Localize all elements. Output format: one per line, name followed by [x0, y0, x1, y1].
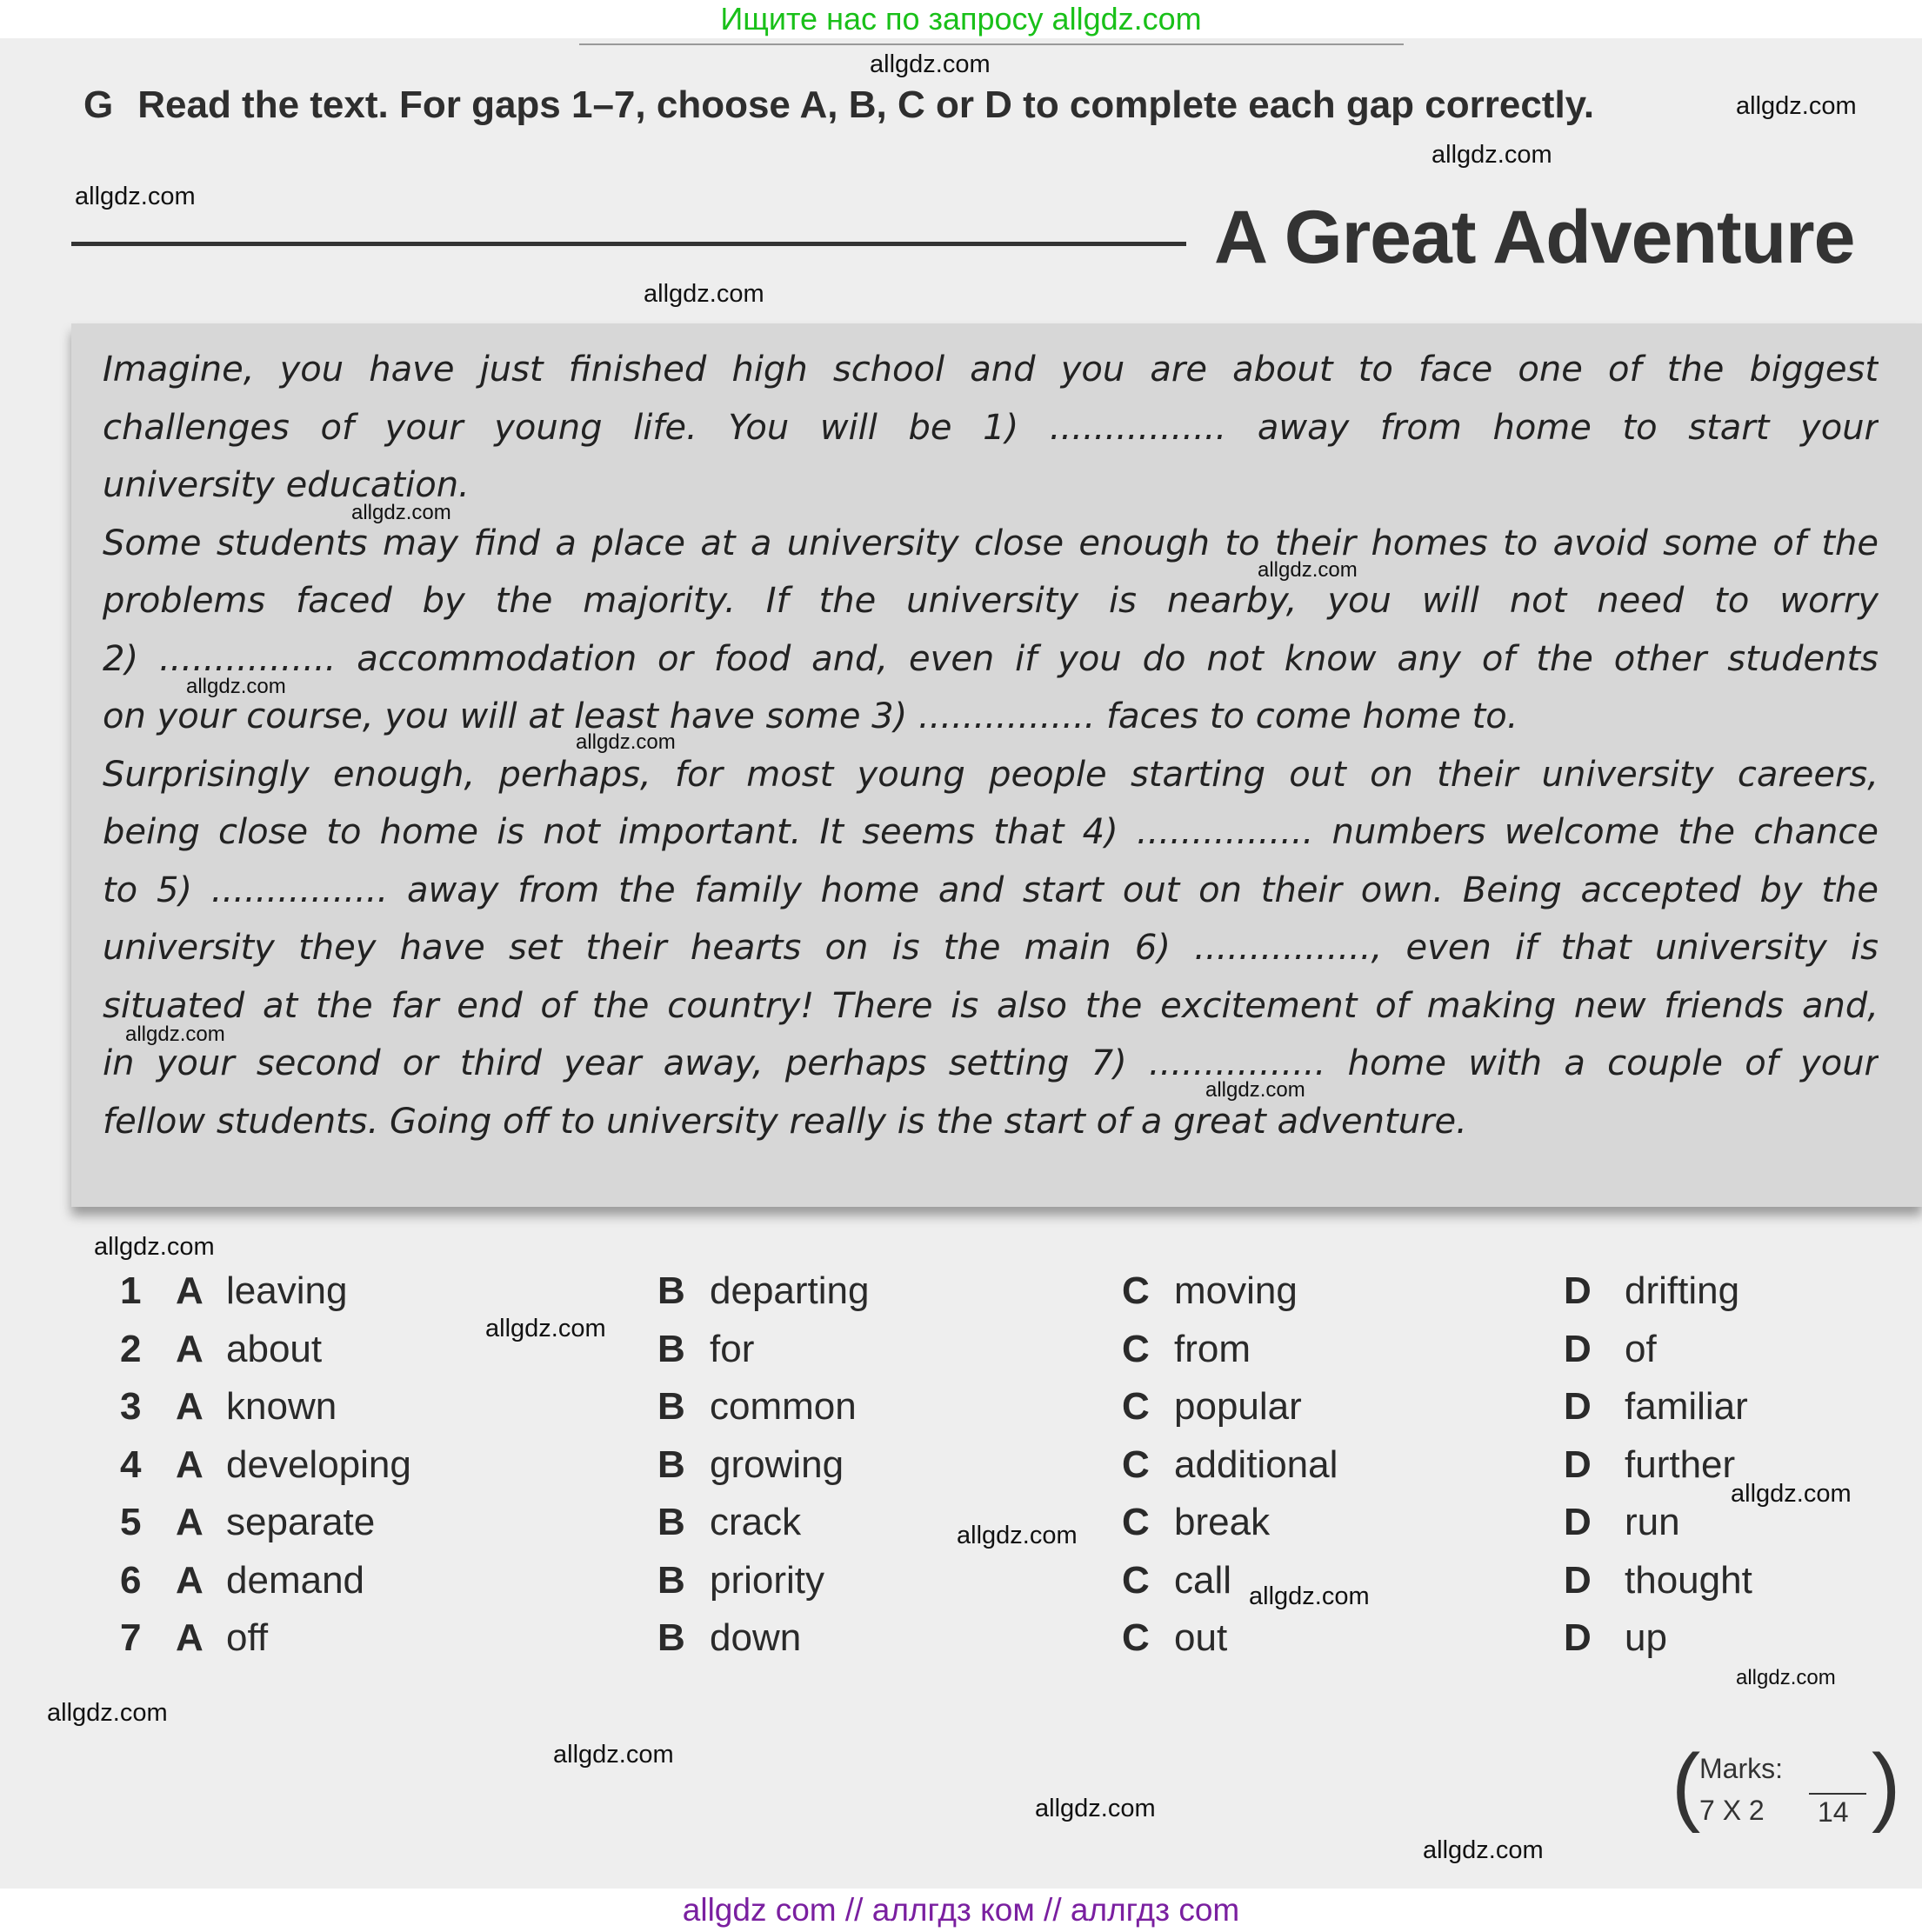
- option-letter-a: A: [176, 1269, 204, 1312]
- text-line: fellow students. Going off to university really is the start of a great adventure.: [103, 1101, 1467, 1142]
- option-letter-c: C: [1122, 1558, 1150, 1602]
- option-letter-d: D: [1564, 1558, 1592, 1602]
- option-letter-a: A: [176, 1327, 204, 1370]
- watermark: allgdz.com: [957, 1522, 1078, 1549]
- watermark: allgdz.com: [1431, 141, 1552, 169]
- watermark: allgdz.com: [351, 501, 451, 524]
- option-a[interactable]: about: [226, 1327, 323, 1370]
- option-letter-b: B: [657, 1501, 685, 1543]
- option-letter-c: C: [1122, 1269, 1150, 1312]
- option-a[interactable]: known: [226, 1385, 337, 1428]
- option-d[interactable]: drifting: [1625, 1269, 1740, 1312]
- watermark: allgdz.com: [644, 280, 764, 308]
- title-rule: [71, 242, 1186, 246]
- option-d[interactable]: further: [1625, 1442, 1736, 1486]
- option-c[interactable]: moving: [1174, 1269, 1298, 1312]
- option-d[interactable]: run: [1625, 1501, 1680, 1543]
- watermark: allgdz.com: [485, 1315, 606, 1342]
- option-letter-d: D: [1564, 1327, 1592, 1370]
- text-line: in your second or third year away, perhaps setting 7) ................ home with a couple of your: [103, 1043, 1879, 1083]
- option-letter-c: C: [1122, 1385, 1150, 1428]
- watermark: allgdz.com: [94, 1233, 215, 1261]
- question-number: 6: [120, 1558, 142, 1602]
- option-c[interactable]: popular: [1174, 1385, 1302, 1428]
- right-paren: ): [1872, 1736, 1901, 1834]
- option-letter-c: C: [1122, 1616, 1150, 1659]
- watermark: allgdz.com: [1035, 1795, 1156, 1822]
- watermark: allgdz.com: [1736, 92, 1857, 120]
- watermark: allgdz.com: [1249, 1582, 1370, 1610]
- task-text: Read the text. For gaps 1–7, choose A, B, C or D to complete each gap correctly.: [137, 83, 1595, 126]
- question-number: 3: [120, 1385, 142, 1428]
- option-letter-d: D: [1564, 1269, 1592, 1312]
- option-letter-d: D: [1564, 1442, 1592, 1486]
- option-letter-a: A: [176, 1558, 204, 1602]
- option-a[interactable]: demand: [226, 1558, 365, 1602]
- option-letter-d: D: [1564, 1501, 1592, 1543]
- task-letter: G: [83, 83, 114, 126]
- option-b[interactable]: common: [710, 1385, 857, 1428]
- watermark: allgdz.com: [576, 730, 676, 754]
- option-c[interactable]: call: [1174, 1558, 1232, 1602]
- question-number: 4: [120, 1442, 142, 1486]
- watermark: allgdz.com: [75, 183, 196, 210]
- option-c[interactable]: out: [1174, 1616, 1228, 1659]
- option-letter-a: A: [176, 1616, 204, 1659]
- text-line: to 5) ................ away from the family home and start out on their own. Being accepted by the: [103, 869, 1879, 910]
- option-letter-a: A: [176, 1501, 204, 1543]
- option-letter-b: B: [657, 1327, 685, 1370]
- option-a[interactable]: leaving: [226, 1269, 348, 1312]
- marks-label: Marks:: [1699, 1753, 1783, 1784]
- option-b[interactable]: growing: [710, 1442, 844, 1486]
- option-d[interactable]: of: [1625, 1327, 1657, 1370]
- watermark: allgdz.com: [1731, 1480, 1852, 1508]
- option-b[interactable]: priority: [710, 1558, 825, 1602]
- page-title: A Great Adventure: [1214, 196, 1855, 279]
- text-line: on your course, you will at least have some 3) ................ faces to come home to.: [103, 696, 1518, 736]
- option-letter-b: B: [657, 1269, 685, 1312]
- option-c[interactable]: break: [1174, 1501, 1271, 1543]
- left-paren: (: [1672, 1736, 1701, 1834]
- option-a[interactable]: off: [226, 1616, 269, 1659]
- reading-text-box: [71, 323, 1922, 1207]
- option-letter-d: D: [1564, 1385, 1592, 1428]
- option-letter-b: B: [657, 1442, 685, 1486]
- text-line: problems faced by the majority. If the university is nearby, you will not need to worry: [103, 581, 1879, 621]
- text-line: Some students may find a place at a university close enough to their homes to avoid some of the: [103, 523, 1879, 563]
- option-letter-a: A: [176, 1442, 204, 1486]
- watermark: allgdz.com: [870, 50, 991, 78]
- text-line: Imagine, you have just finished high school and you are about to face one of the biggest: [103, 350, 1879, 390]
- watermark: allgdz.com: [1258, 558, 1358, 582]
- text-line: situated at the far end of the country! There is also the excitement of making new friends and,: [103, 985, 1879, 1026]
- question-number: 1: [120, 1269, 142, 1312]
- option-a[interactable]: separate: [226, 1501, 376, 1543]
- marks-total: 14: [1818, 1796, 1849, 1828]
- question-number: 7: [120, 1616, 142, 1659]
- watermark: allgdz.com: [1205, 1078, 1305, 1102]
- watermark: allgdz.com: [186, 675, 286, 698]
- banner-rule: [579, 43, 1404, 45]
- text-line: 2) ................ accommodation or food and, even if you do not know any of the other students: [103, 638, 1879, 679]
- text-line: university they have set their hearts on is the main 6) ................, even if that university is: [103, 928, 1879, 968]
- watermark: allgdz.com: [553, 1741, 674, 1769]
- option-b[interactable]: departing: [710, 1269, 870, 1312]
- task-instruction: [83, 83, 1594, 127]
- bottom-banner[interactable]: allgdz com // аллгдз ком // аллгдз com: [0, 1889, 1922, 1932]
- watermark: allgdz.com: [125, 1023, 225, 1046]
- option-letter-c: C: [1122, 1501, 1150, 1543]
- marks-box: [1672, 1736, 1901, 1843]
- option-b[interactable]: crack: [710, 1501, 802, 1543]
- option-letter-b: B: [657, 1558, 685, 1602]
- option-d[interactable]: up: [1625, 1616, 1667, 1659]
- text-line: Surprisingly enough, perhaps, for most young people starting out on their university careers,: [103, 754, 1879, 795]
- marks-formula: 7 X 2: [1699, 1795, 1765, 1826]
- option-letter-b: B: [657, 1616, 685, 1659]
- text-line: being close to home is not important. It seems that 4) ................ numbers welcome the chance: [103, 812, 1879, 852]
- option-b[interactable]: for: [710, 1327, 755, 1370]
- question-number: 2: [120, 1327, 142, 1370]
- top-banner[interactable]: Ищите нас по запросу allgdz.com: [720, 1, 1202, 37]
- option-b[interactable]: down: [710, 1616, 802, 1659]
- watermark: allgdz.com: [1736, 1666, 1836, 1689]
- option-letter-a: A: [176, 1385, 204, 1428]
- option-d[interactable]: thought: [1625, 1558, 1752, 1602]
- option-c[interactable]: additional: [1174, 1442, 1338, 1486]
- watermark: allgdz.com: [1423, 1836, 1544, 1864]
- option-a[interactable]: developing: [226, 1442, 411, 1486]
- marks-line: [1809, 1793, 1866, 1795]
- question-number: 5: [120, 1501, 142, 1543]
- option-letter-c: C: [1122, 1442, 1150, 1486]
- text-line: challenges of your young life. You will be 1) ................ away from home to start your: [103, 407, 1879, 448]
- text-line: university education.: [103, 465, 470, 505]
- watermark: allgdz.com: [47, 1699, 168, 1727]
- option-letter-d: D: [1564, 1616, 1592, 1659]
- option-d[interactable]: familiar: [1625, 1385, 1748, 1428]
- option-letter-b: B: [657, 1385, 685, 1428]
- option-c[interactable]: from: [1174, 1327, 1251, 1370]
- option-letter-c: C: [1122, 1327, 1150, 1370]
